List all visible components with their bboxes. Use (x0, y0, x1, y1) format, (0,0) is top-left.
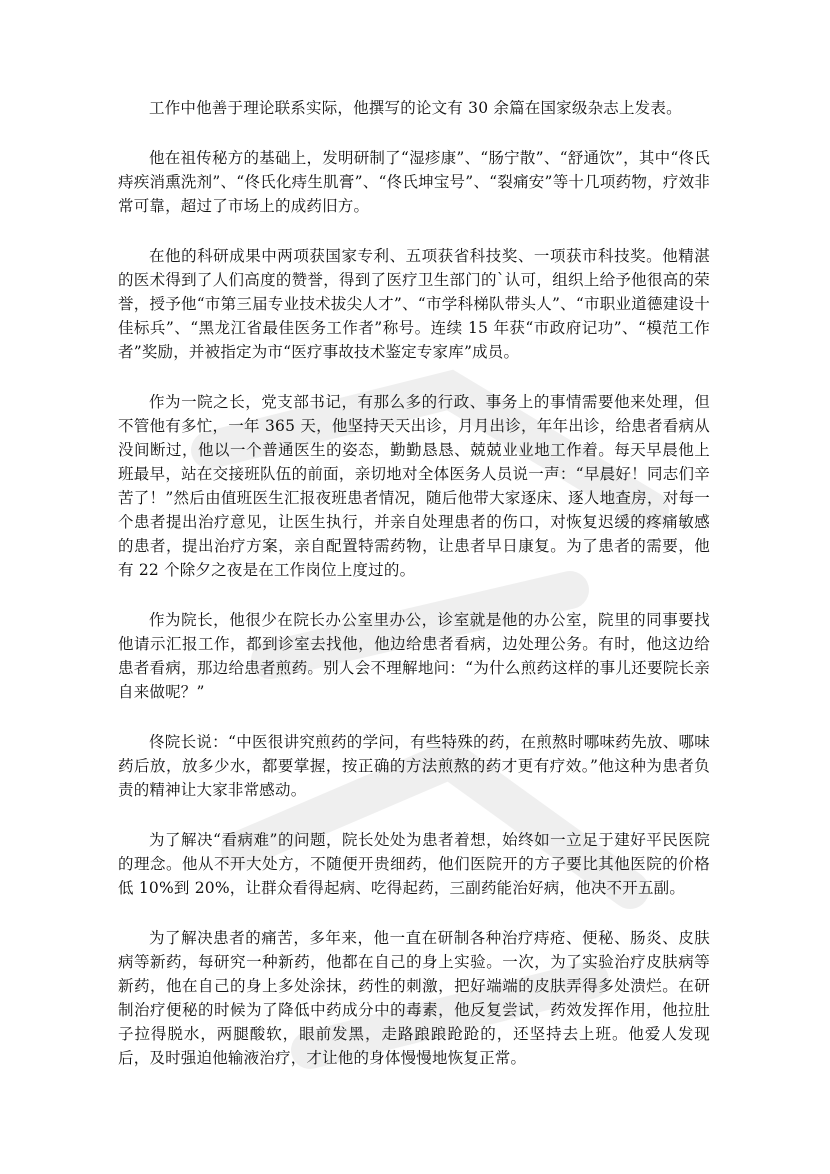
paragraph-5: 作为院长，他很少在院长办公室里办公，诊室就是他的办公室，院里的同事要找他请示汇报工作，都到诊室去找他，他边给患者看病，边处理公务。有时，他这边给患者看病，那边给患者煎药。别人会不理解地问：“为什么煎药这样的事儿还要院长亲自来做呢？” (118, 611, 710, 701)
paragraph-4: 作为一院之长，党支部书记，有那么多的行政、事务上的事情需要他来处理，但不管他有多忙，一年 365 天，他坚持天天出诊，月月出诊，年年出诊，给患者看病从没间断过，他以一个普通医生的姿态，勤勤恳恳、兢兢业业地工作着。每天早晨他上班最早，站在交接班队伍的前面，亲切地对全体医务人员说一声：“早晨好！同志们辛苦了！”然后由值班医生汇报夜班患者情况，随后他带大家逐床、逐人地查房，对每一个患者提出治疗意见，让医生执行，并亲自处理患者的伤口，对恢复迟缓的疼痛敏感的患者，提出治疗方案，亲自配置特需药物，让患者早日康复。为了患者的需要，他有 22 个除夕之夜是在工作岗位上度过的。 (118, 393, 710, 579)
paragraph-3: 在他的科研成果中两项获国家专利、五项获省科技奖、一项获市科技奖。他精湛的医术得到了人们高度的赞誉，得到了医疗卫生部门的`认可，组织上给予他很高的荣誉，授予他“市第三届专业技术拔尖人才”、“市学科梯队带头人”、“市职业道德建设十佳标兵”、“黑龙江省最佳医务工作者”称号。连续 15 年获“市政府记功”、“模范工作者”奖励，并被指定为市“医疗事故技术鉴定专家库”成员。 (118, 247, 710, 361)
paragraph-7: 为了解决“看病难”的问题，院长处处为患者着想，始终如一立足于建好平民医院的理念。他从不开大处方，不随便开贵细药，他们医院开的方子要比其他医院的价格低 10%到 20%，让群众看得起病、吃得起药，三副药能治好病，他决不开五副。 (118, 831, 710, 897)
paragraph-2: 他在祖传秘方的基础上，发明研制了“湿疹康”、“肠宁散”、“舒通饮”，其中“佟氏痔疾消熏洗剂”、“佟氏化痔生肌膏”、“佟氏坤宝号”、“裂痛安”等十几项药物，疗效非常可靠，超过了市场上的成药旧方。 (118, 149, 710, 215)
document-body (118, 96, 710, 1096)
paragraph-1: 工作中他善于理论联系实际，他撰写的论文有 30 余篇在国家级杂志上发表。 (149, 99, 682, 117)
paragraph-8: 为了解决患者的痛苦，多年来，他一直在研制各种治疗痔疮、便秘、肠炎、皮肤病等新药，每研究一种新药，他都在自己的身上实验。一次，为了实验治疗皮肤病等新药，他在自己的身上多处涂抹，药性的刺激，把好端端的皮肤弄得多处溃烂。在研制治疗便秘的时候为了降低中药成分中的毒素，他反复尝试，药效发挥作用，他拉肚子拉得脱水，两腿酸软，眼前发黑，走路踉踉跄跄的，还坚持去上班。他爱人发现后，及时强迫他输液治疗，才让他的身体慢慢地恢复正常。 (118, 929, 710, 1067)
paragraph-6: 佟院长说：“中医很讲究煎药的学问，有些特殊的药，在煎熬时哪味药先放、哪味药后放，放多少水，都要掌握，按正确的方法煎熬的药才更有疗效。”他这种为患者负责的精神让大家非常感动。 (118, 733, 710, 799)
